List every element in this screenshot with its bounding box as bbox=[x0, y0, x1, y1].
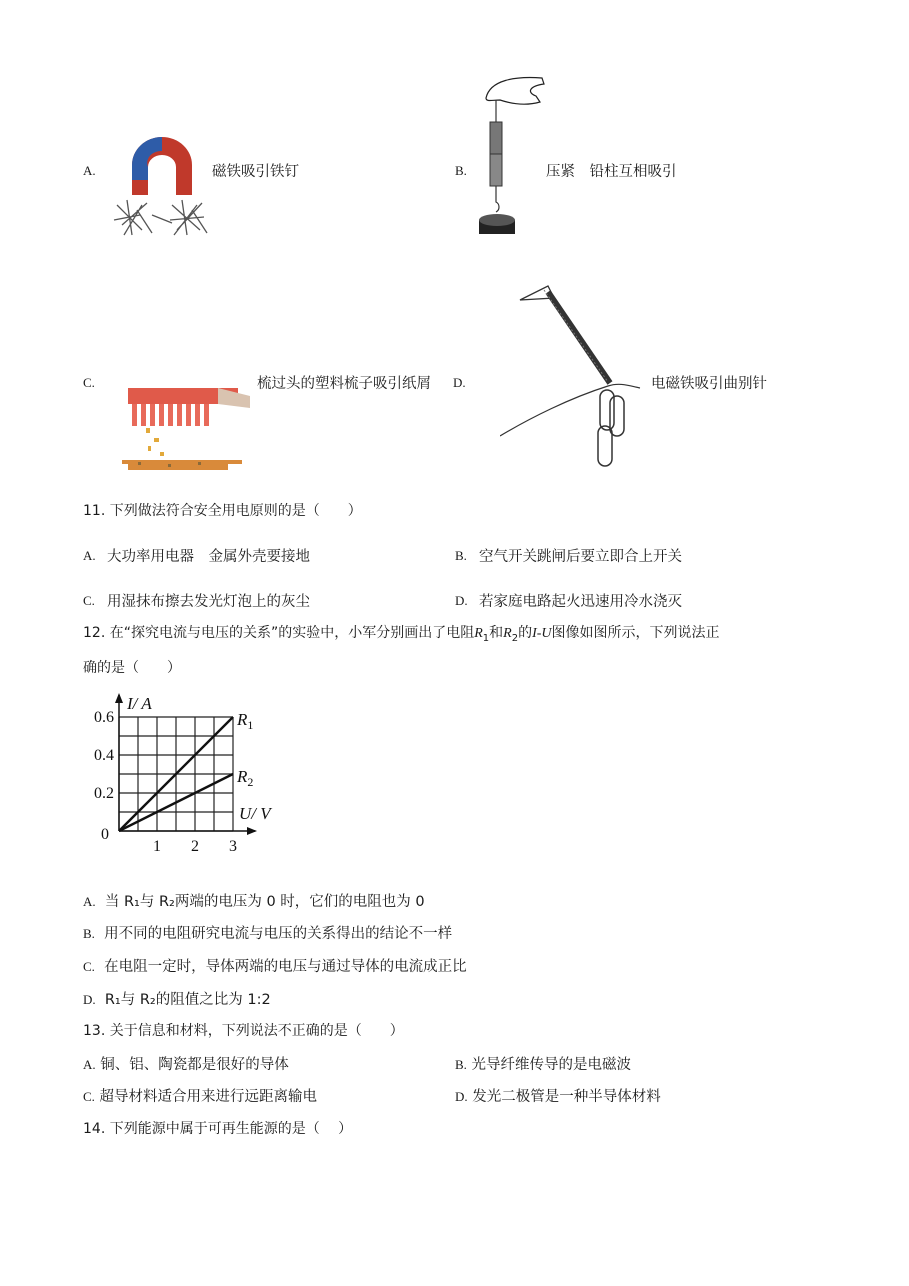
q11-option-b-label: B. bbox=[455, 548, 467, 563]
q14-stem: 14. 下列能源中属于可再生能源的是（ ） bbox=[83, 1121, 353, 1137]
series-label-r1: $R_1$ bbox=[237, 710, 254, 732]
q12-r2: R bbox=[503, 626, 512, 641]
q12-option-d bbox=[83, 988, 271, 1009]
q13-option-b bbox=[455, 1053, 631, 1074]
q12-option-c bbox=[83, 955, 467, 976]
q12-stem-line2: 确的是（ ） bbox=[83, 660, 181, 676]
option-c-label: C. bbox=[83, 375, 95, 390]
origin-label: 0 bbox=[101, 826, 109, 843]
q12-stem bbox=[83, 622, 720, 644]
q12-option-a-label: A. bbox=[83, 894, 96, 909]
q12-stem-part2: 的 bbox=[518, 625, 533, 641]
q13-option-b-text: 光导纤维传导的是电磁波 bbox=[471, 1057, 632, 1073]
option-a-label: A. bbox=[83, 163, 96, 178]
q13-option-c-label: C. bbox=[83, 1089, 95, 1104]
x-tick-label: 2 bbox=[191, 838, 199, 855]
q12-iu: I-U bbox=[532, 626, 552, 641]
option-d-label: D. bbox=[453, 375, 466, 390]
x-tick-label: 1 bbox=[153, 838, 161, 855]
q13-option-d bbox=[455, 1085, 661, 1106]
x-axis-label: U/ V bbox=[239, 804, 271, 823]
q11-stem: 11. 下列做法符合安全用电原则的是（ ） bbox=[83, 503, 362, 519]
q13-option-b-label: B. bbox=[455, 1057, 467, 1072]
q13-option-d-text: 发光二极管是一种半导体材料 bbox=[472, 1089, 661, 1105]
y-axis-label: I/ A bbox=[127, 694, 152, 713]
q13-option-a bbox=[83, 1053, 289, 1074]
q12-and: 和 bbox=[489, 625, 504, 641]
q12-option-b-label: B. bbox=[83, 926, 95, 941]
q11-option-c-text: 用湿抹布擦去发光灯泡上的灰尘 bbox=[107, 594, 310, 610]
q11-option-a-text: 大功率用电器 金属外壳要接地 bbox=[107, 549, 310, 565]
x-axis-arrow bbox=[247, 827, 257, 835]
y-tick-label: 0.2 bbox=[94, 785, 114, 802]
y-axis-arrow bbox=[115, 693, 123, 703]
q12-option-a bbox=[83, 890, 425, 911]
electromagnet-paperclips-picture bbox=[500, 278, 650, 473]
q12-option-c-label: C. bbox=[83, 959, 95, 974]
q12-r1: R bbox=[474, 626, 483, 641]
option-d-text: 电磁铁吸引曲别针 bbox=[651, 376, 767, 392]
q11-option-d-label: D. bbox=[455, 593, 468, 608]
q12-option-d-text: R₁与 R₂的阻值之比为 1:2 bbox=[104, 992, 271, 1008]
q12-stem-part3: 图像如图所示，下列说法正 bbox=[551, 625, 720, 641]
lead-cylinders-picture bbox=[470, 70, 550, 250]
horseshoe-magnet-picture bbox=[112, 135, 212, 240]
q12-option-b bbox=[83, 922, 452, 943]
q12-stem-part1: 12. 在“探究电流与电压的关系”的实验中，小军分别画出了电阻 bbox=[83, 625, 475, 641]
x-tick-label: 3 bbox=[229, 838, 237, 855]
q12-r2-sub: 2 bbox=[511, 632, 519, 644]
q13-option-d-label: D. bbox=[455, 1089, 468, 1104]
y-tick-label: 0.6 bbox=[94, 709, 114, 726]
series-label-r2: $R_2$ bbox=[237, 767, 254, 789]
q11-option-b-text: 空气开关跳闸后要立即合上开关 bbox=[479, 549, 682, 565]
q11-option-c-label: C. bbox=[83, 593, 95, 608]
q13-option-a-text: 铜、铝、陶瓷都是很好的导体 bbox=[100, 1057, 289, 1073]
q13-option-a-label: A. bbox=[83, 1057, 96, 1072]
q11-option-d-text: 若家庭电路起火迅速用冷水浇灭 bbox=[479, 594, 682, 610]
q13-option-c bbox=[83, 1085, 317, 1106]
option-b-label: B. bbox=[455, 163, 467, 178]
q12-option-d-label: D. bbox=[83, 992, 96, 1007]
option-a-text: 磁铁吸引铁钉 bbox=[212, 164, 299, 180]
q12-option-b-text: 用不同的电阻研究电流与电压的关系得出的结论不一样 bbox=[104, 926, 453, 942]
comb-paper-picture bbox=[118, 378, 256, 476]
q13-option-c-text: 超导材料适合用来进行远距离输电 bbox=[99, 1089, 318, 1105]
option-b-text: 压紧 铅柱互相吸引 bbox=[546, 164, 677, 180]
q11-option-a-label: A. bbox=[83, 548, 96, 563]
option-c-text: 梳过头的塑料梳子吸引纸屑 bbox=[257, 376, 431, 392]
q12-option-c-text: 在电阻一定时，导体两端的电压与通过导体的电流成正比 bbox=[104, 959, 467, 975]
q12-option-a-text: 当 R₁与 R₂两端的电压为 0 时，它们的电阻也为 0 bbox=[104, 894, 425, 910]
iu-graph bbox=[85, 690, 295, 860]
q13-stem: 13. 关于信息和材料，下列说法不正确的是（ ） bbox=[83, 1023, 404, 1039]
y-tick-label: 0.4 bbox=[94, 747, 114, 764]
q12-r1-sub: 1 bbox=[482, 632, 490, 644]
